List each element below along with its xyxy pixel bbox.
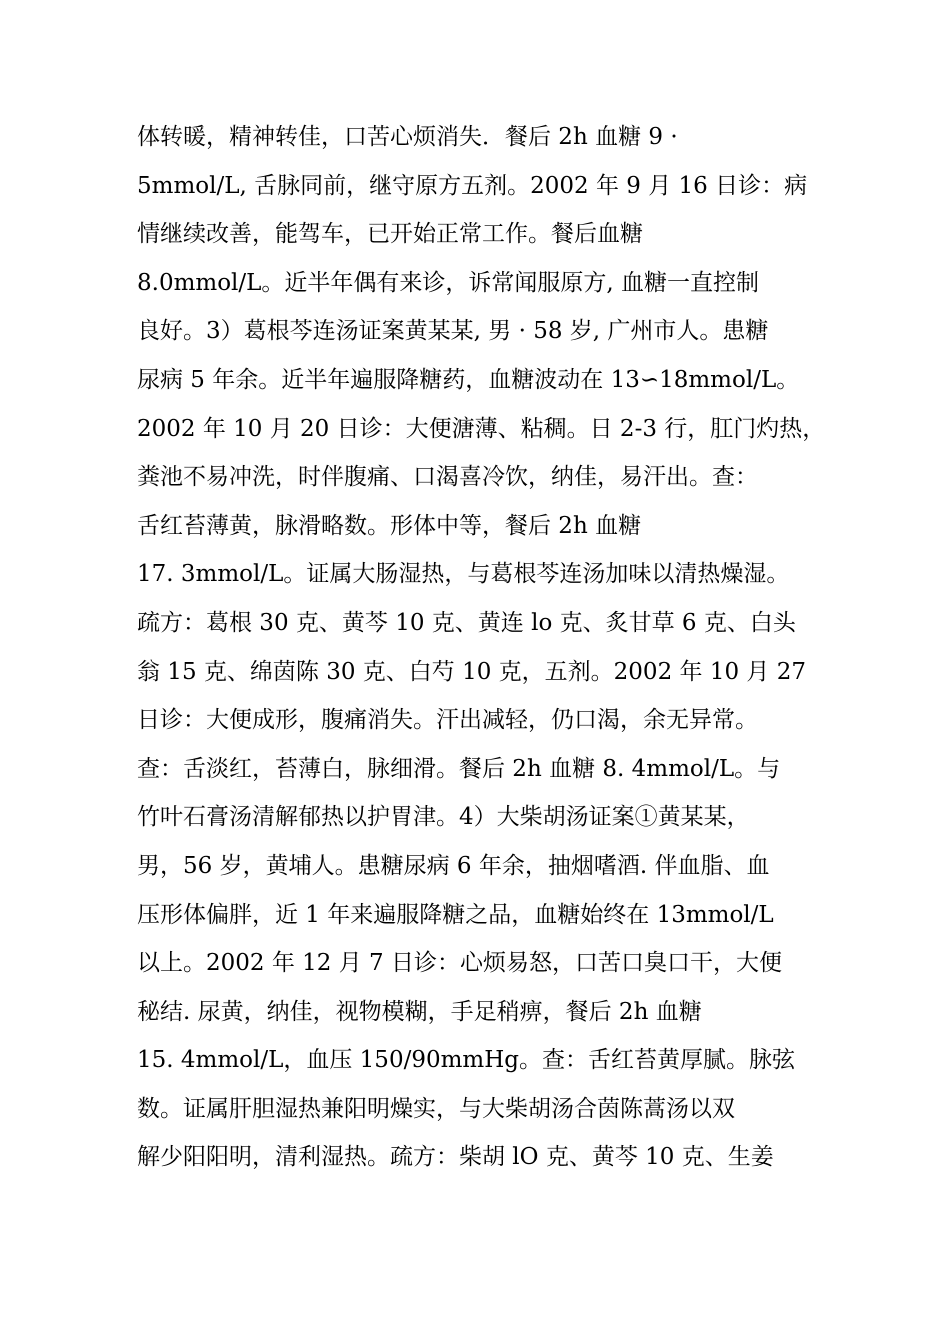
- text-line: 情继续改善，能驾车，已开始正常工作。餐后血糖: [137, 221, 643, 248]
- text-line: 5mmol/L, 舌脉同前，继守原方五剂。2002 年 9 月 16 日诊：病: [137, 172, 808, 199]
- text-line: 8.0mmol/L。近半年偶有来诊，诉常闻服原方, 血糖一直控制: [137, 269, 760, 296]
- text-line: 15. 4mmol/L，血压 150/90mmHg。查：舌红苔黄厚腻。脉弦: [137, 1047, 795, 1074]
- text-line: 男，56 岁，黄埔人。患糖尿病 6 年余，抽烟嗜酒. 伴血脂、血: [137, 852, 770, 879]
- text-line: 秘结. 尿黄，纳佳，视物模糊，手足稍痹，餐后 2h 血糖: [137, 998, 702, 1025]
- text-line: 压形体偏胖，近 1 年来遍服降糖之品，血糖始终在 13mmol/L: [137, 901, 774, 928]
- text-line: 疏方：葛根 30 克、黄芩 10 克、黄连 lo 克、炙甘草 6 克、白头: [137, 609, 796, 636]
- text-line: 粪池不易冲洗，时伴腹痛、口渴喜冷饮，纳佳，易汗出。查：: [137, 464, 758, 491]
- text-line: 体转暖，精神转佳，口苦心烦消失．餐后 2h 血糖 9 ·: [137, 124, 678, 150]
- document-body: [137, 113, 837, 1182]
- text-line: 竹叶石膏汤清解郁热以护胃津。4）大柴胡汤证案①黄某某，: [137, 804, 750, 831]
- text-line: 解少阳阳明，清利湿热。疏方：柴胡 lO 克、黄芩 10 克、生姜: [137, 1144, 774, 1171]
- text-line: 舌红苔薄黄，脉滑略数。形体中等，餐后 2h 血糖: [137, 512, 642, 539]
- text-line: 尿病 5 年余。近半年遍服降糖药，血糖波动在 13∽18mmol/L。: [137, 366, 800, 393]
- text-line: 数。证属肝胆湿热兼阳明燥实，与大柴胡汤合茵陈蒿汤以双: [137, 1095, 735, 1122]
- text-line: 17. 3mmol/L。证属大肠湿热，与葛根芩连汤加味以清热燥湿。: [137, 561, 790, 588]
- text-line: 2002 年 10 月 20 日诊：大便溏薄、粘稠。日 2-3 行，肛门灼热，: [137, 415, 826, 442]
- text-line: 以上。2002 年 12 月 7 日诊：心烦易怒，口苦口臭口干，大便: [137, 950, 782, 977]
- text-line: 日诊：大便成形，腹痛消失。汗出减轻，仍口渴，余无异常。: [137, 707, 758, 734]
- text-line: 翁 15 克、绵茵陈 30 克、白芍 10 克，五剂。2002 年 10 月 27: [137, 658, 806, 685]
- text-line: 良好。3）葛根芩连汤证案黄某某, 男 · 58 岁, 广州市人。患糖: [137, 318, 769, 345]
- text-line: 查：舌淡红，苔薄白，脉细滑。餐后 2h 血糖 8. 4mmol/L。与: [137, 755, 781, 782]
